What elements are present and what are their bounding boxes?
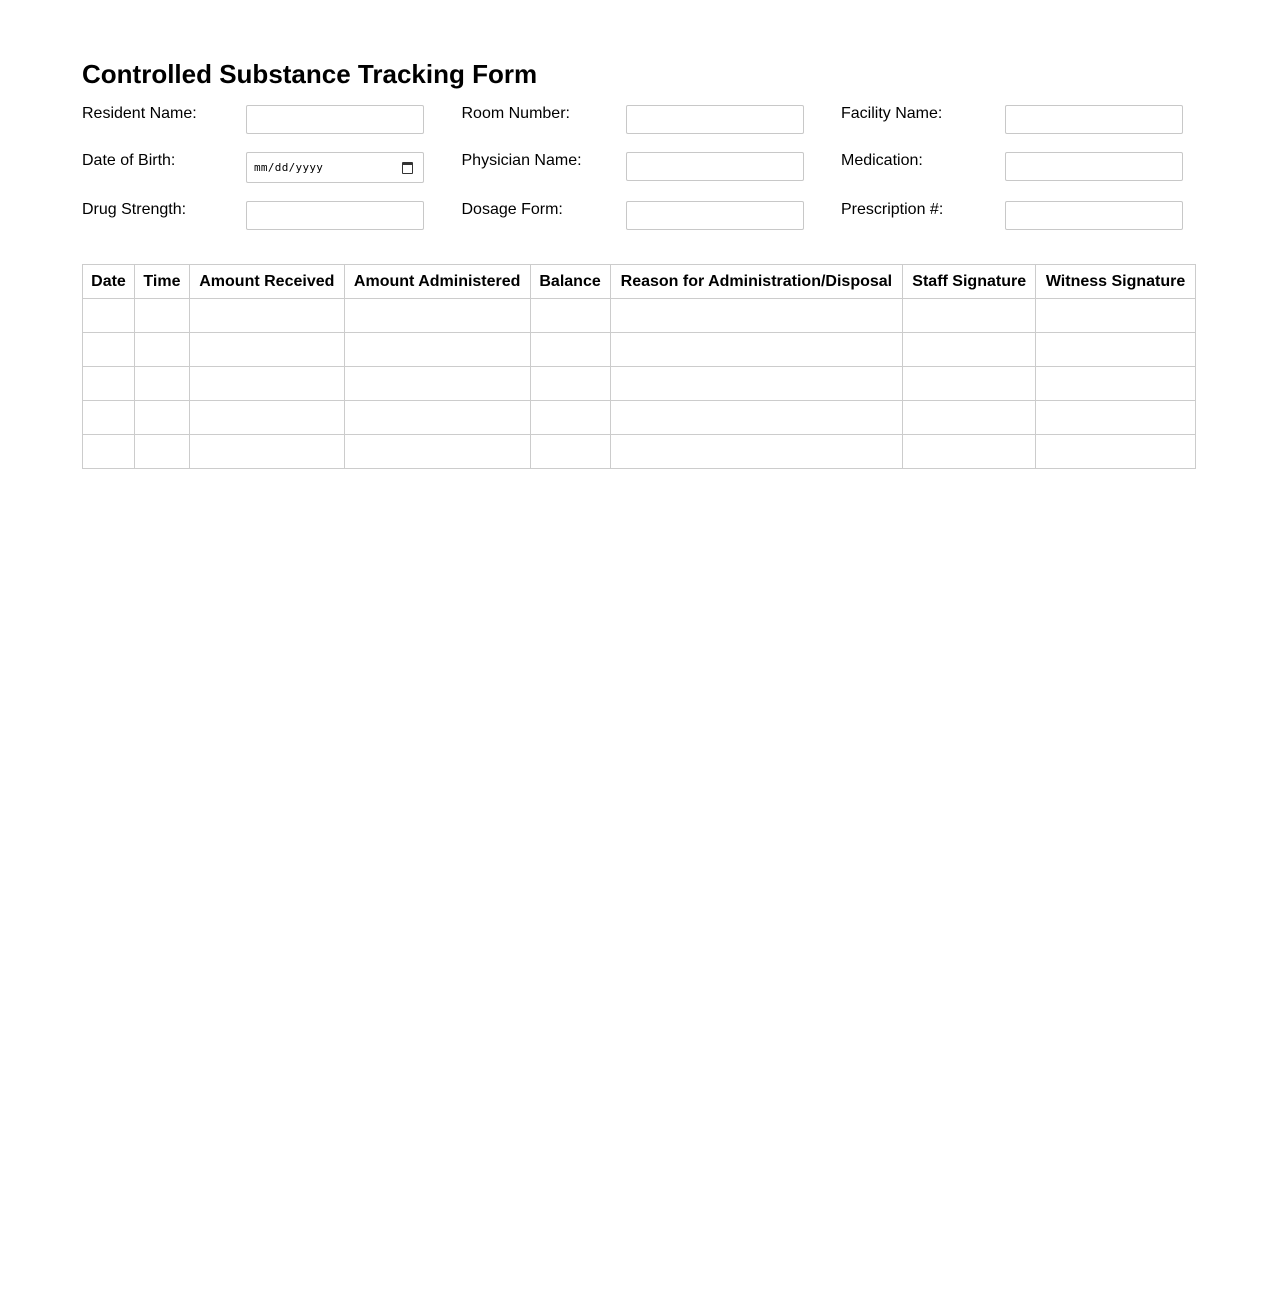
calendar-icon[interactable]	[402, 162, 413, 174]
table-cell[interactable]	[344, 401, 530, 435]
field-physician-name	[462, 152, 804, 183]
table-cell[interactable]	[1036, 333, 1196, 367]
table-cell[interactable]	[189, 435, 344, 469]
drug-strength-label: Drug Strength:	[82, 201, 187, 218]
table-cell[interactable]	[83, 367, 135, 401]
table-cell[interactable]	[189, 367, 344, 401]
table-cell[interactable]	[344, 367, 530, 401]
table-cell[interactable]	[189, 333, 344, 367]
prescription-number-input[interactable]	[1005, 201, 1183, 230]
field-prescription-number	[841, 201, 1183, 232]
table-cell[interactable]	[83, 299, 135, 333]
form-container	[82, 56, 1196, 92]
field-resident-name	[82, 105, 424, 136]
table-cell[interactable]	[530, 435, 610, 469]
field-drug-strength	[82, 201, 424, 232]
field-medication	[841, 152, 1183, 183]
table-row	[83, 367, 1196, 401]
physician-name-input[interactable]	[626, 152, 804, 181]
table-cell[interactable]	[1036, 435, 1196, 469]
table-cell[interactable]	[189, 401, 344, 435]
table-cell[interactable]	[134, 435, 189, 469]
physician-name-label: Physician Name:	[461, 152, 582, 169]
table-cell[interactable]	[83, 333, 135, 367]
table-cell[interactable]	[530, 401, 610, 435]
column-header-date: Date	[83, 265, 135, 299]
tracking-table	[82, 264, 1196, 469]
table-cell[interactable]	[344, 299, 530, 333]
header-fields-grid	[82, 105, 1196, 235]
room-number-label: Room Number:	[461, 105, 570, 122]
table-row	[83, 401, 1196, 435]
table-cell[interactable]	[610, 333, 903, 367]
table-row	[83, 333, 1196, 367]
field-room-number	[462, 105, 804, 136]
table-cell[interactable]	[903, 333, 1036, 367]
table-cell[interactable]	[1036, 367, 1196, 401]
table-cell[interactable]	[530, 299, 610, 333]
medication-input[interactable]	[1005, 152, 1183, 181]
facility-name-label: Facility Name:	[841, 105, 943, 122]
prescription-number-label: Prescription #:	[841, 201, 944, 218]
table-cell[interactable]	[610, 435, 903, 469]
table-cell[interactable]	[903, 299, 1036, 333]
date-of-birth-input[interactable]	[246, 152, 424, 183]
table-cell[interactable]	[134, 333, 189, 367]
table-cell[interactable]	[610, 299, 903, 333]
dosage-form-input[interactable]	[626, 201, 804, 230]
date-placeholder: mm/dd/yyyy	[254, 161, 324, 174]
table-cell[interactable]	[1036, 401, 1196, 435]
table-cell[interactable]	[1036, 299, 1196, 333]
room-number-input[interactable]	[626, 105, 804, 134]
medication-label: Medication:	[841, 152, 923, 169]
table-cell[interactable]	[83, 435, 135, 469]
drug-strength-input[interactable]	[246, 201, 424, 230]
table-cell[interactable]	[530, 367, 610, 401]
table-cell[interactable]	[189, 299, 344, 333]
column-header-witness-signature: Witness Signature	[1036, 265, 1196, 299]
table-cell[interactable]	[83, 401, 135, 435]
field-date-of-birth	[82, 152, 424, 183]
table-header-row	[83, 265, 1196, 299]
resident-name-input[interactable]	[246, 105, 424, 134]
column-header-reason: Reason for Administration/Disposal	[610, 265, 903, 299]
date-of-birth-label: Date of Birth:	[82, 152, 176, 169]
page-title: Controlled Substance Tracking Form	[82, 59, 538, 89]
table-cell[interactable]	[610, 367, 903, 401]
table-cell[interactable]	[134, 401, 189, 435]
field-facility-name	[841, 105, 1183, 136]
column-header-amount-administered: Amount Administered	[344, 265, 530, 299]
field-dosage-form	[462, 201, 804, 232]
table-cell[interactable]	[344, 435, 530, 469]
table-cell[interactable]	[530, 333, 610, 367]
table-cell[interactable]	[903, 435, 1036, 469]
table-cell[interactable]	[610, 401, 903, 435]
column-header-amount-received: Amount Received	[189, 265, 344, 299]
column-header-balance: Balance	[530, 265, 610, 299]
dosage-form-label: Dosage Form:	[461, 201, 563, 218]
column-header-time: Time	[134, 265, 189, 299]
table-row	[83, 435, 1196, 469]
column-header-staff-signature: Staff Signature	[903, 265, 1036, 299]
resident-name-label: Resident Name:	[82, 105, 197, 122]
facility-name-input[interactable]	[1005, 105, 1183, 134]
table-row	[83, 299, 1196, 333]
table-cell[interactable]	[344, 333, 530, 367]
table-cell[interactable]	[903, 401, 1036, 435]
table-cell[interactable]	[134, 367, 189, 401]
table-cell[interactable]	[134, 299, 189, 333]
table-cell[interactable]	[903, 367, 1036, 401]
